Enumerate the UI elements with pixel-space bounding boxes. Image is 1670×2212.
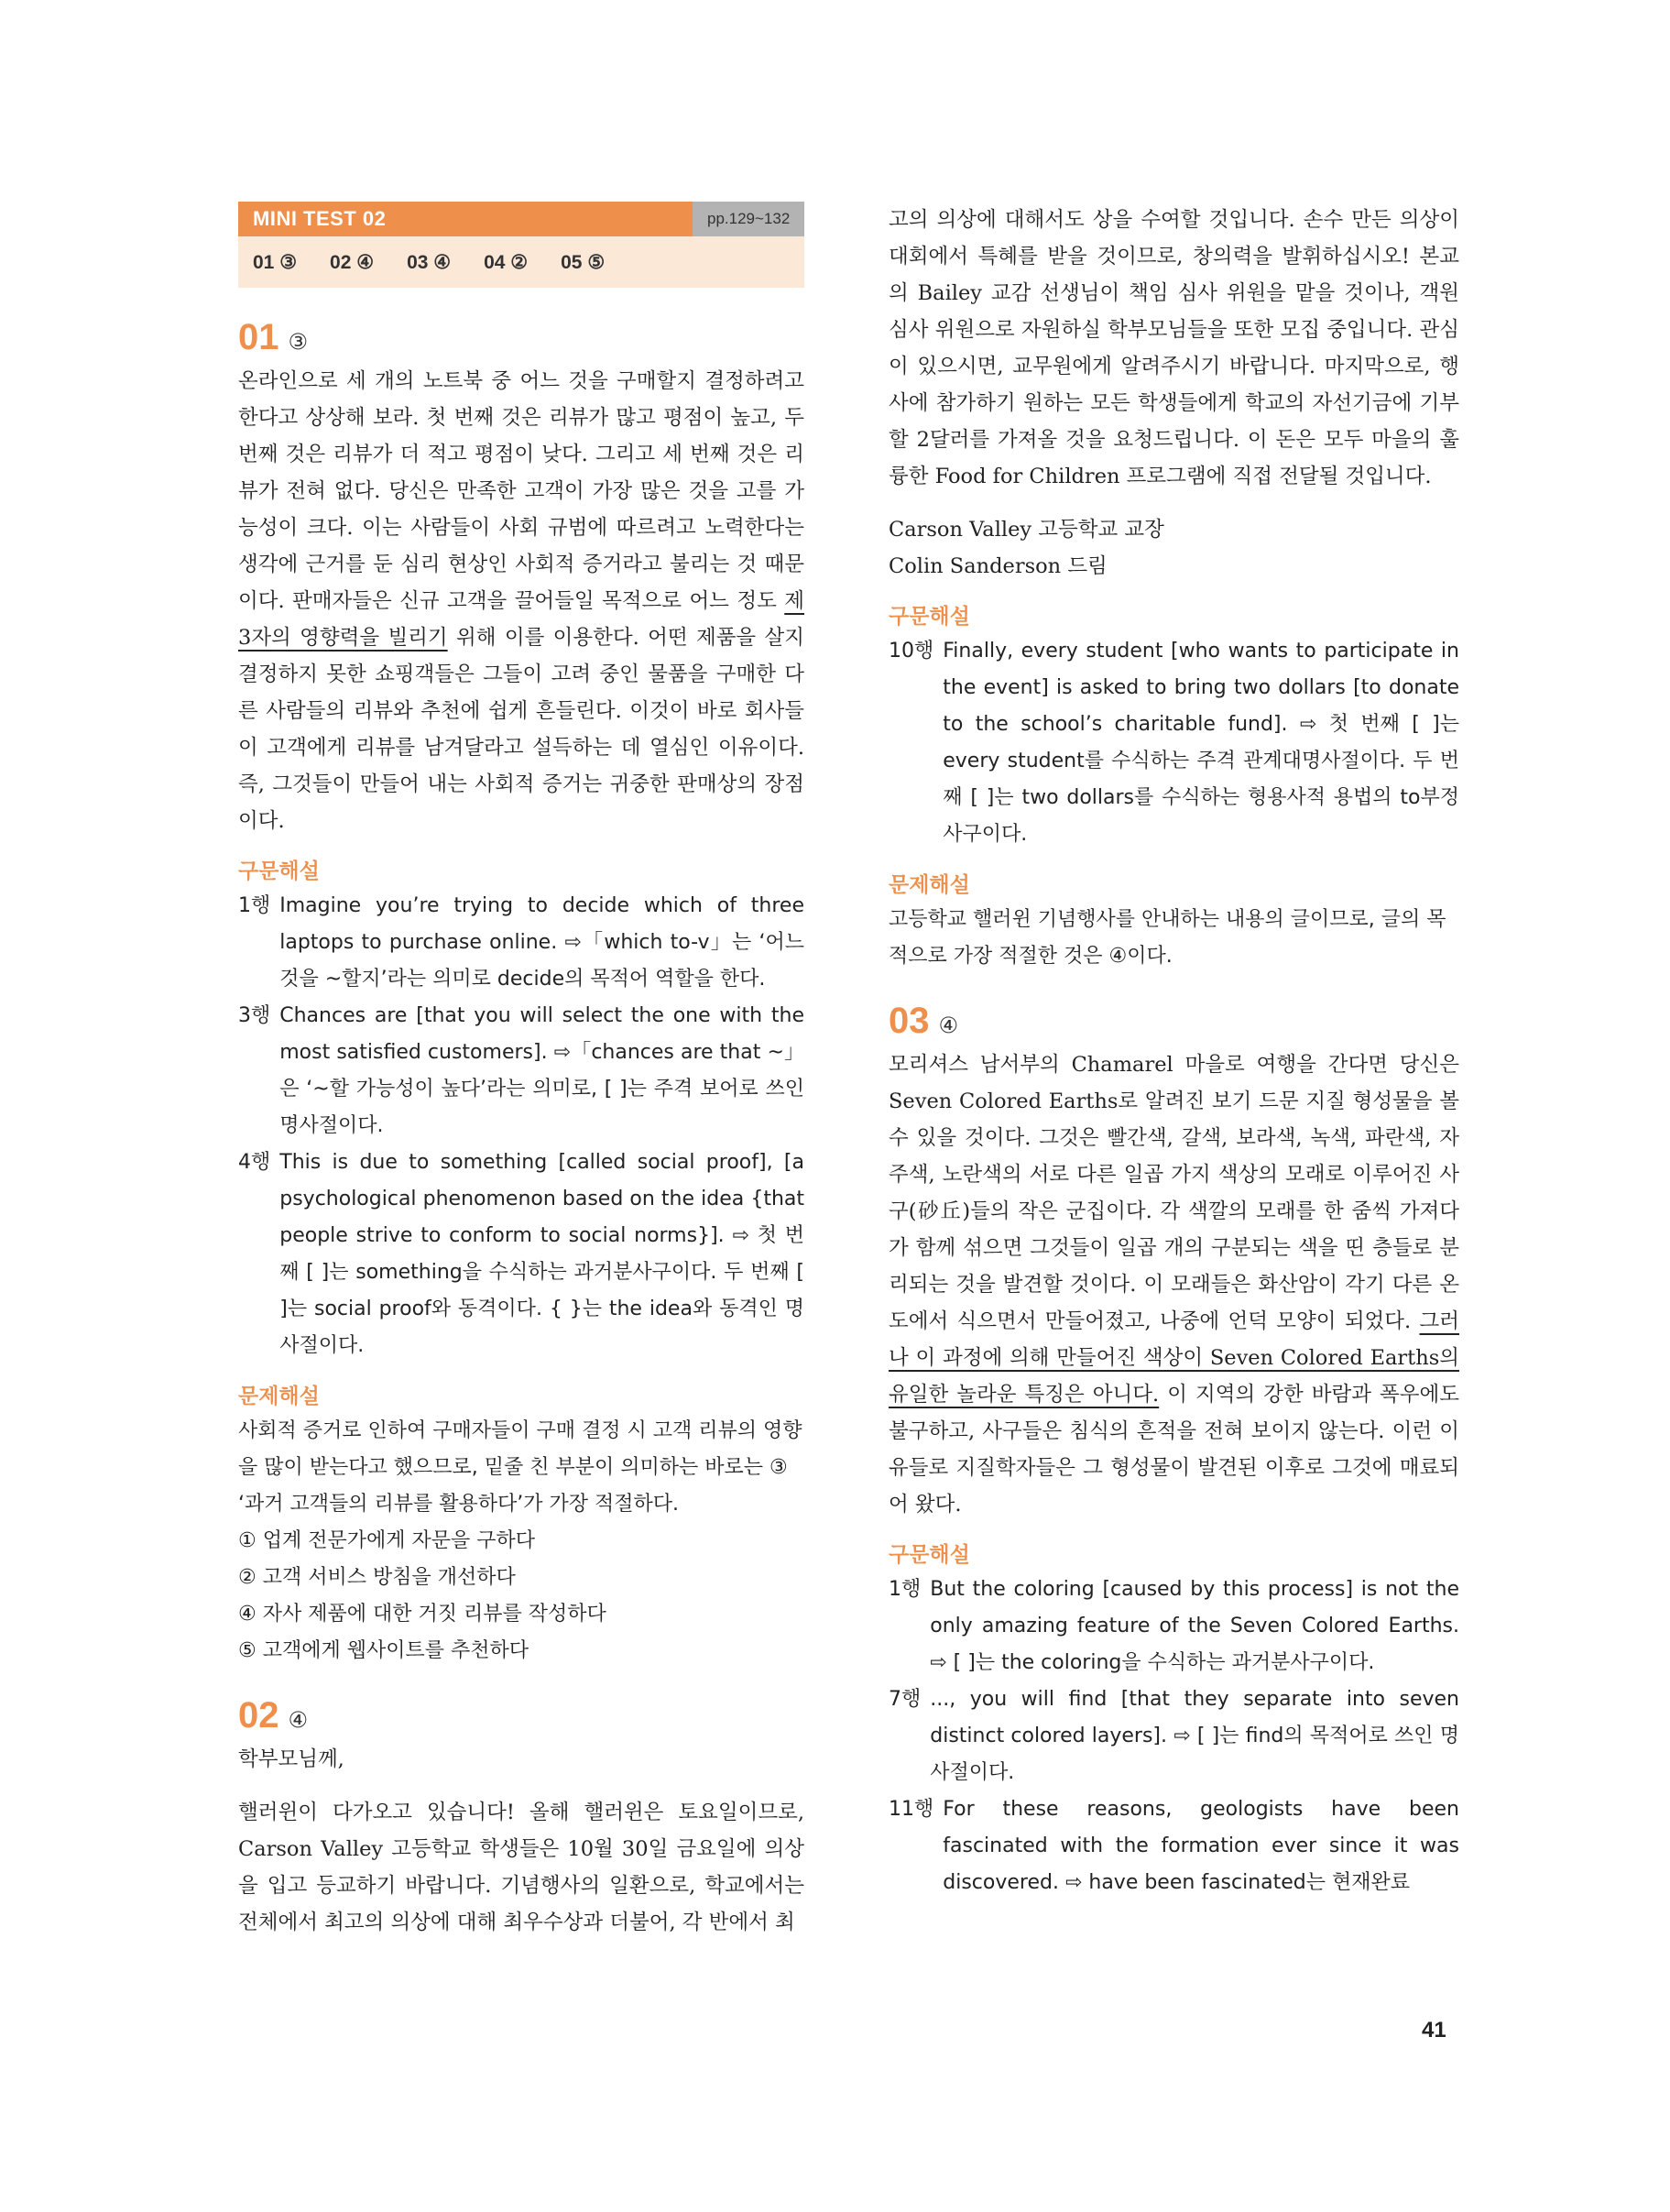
grammar-line-label: 1행 — [238, 894, 271, 917]
spacer — [889, 495, 1459, 511]
q01-underlined-phrase: 제3자의 영향력을 빌리기 — [238, 589, 804, 650]
mini-test-pages: pp.129~132 — [693, 202, 804, 236]
grammar-text: For these reasons, geologists have been fascinated with the formation ever since it was discovered. ⇨ have been fascinated는 현재완료 — [943, 1798, 1459, 1894]
q01-passage-text: 온라인으로 세 개의 노트북 중 어느 것을 구매할지 결정하려고 한다고 상상해 보라. 첫 번째 것은 리뷰가 많고 평점이 높고, 두 번째 것은 리뷰가 더 적고 평점이 낮다. 그리고 세 번째 것은 리뷰가 전혀 없다. 당신은 만족한 고객이 가장 많은 것을 고를 가능성이 크다. 이는 사람들이 사회 규범에 따르려고 노력한다는 생각에 근거를 둔 심리 현상인 사회적 증거라고 불리는 것 때문이다. 판매자들은 신규 고객을 끌어들일 목적으로 어느 정도 — [238, 369, 804, 613]
q01-grammar-item — [238, 1144, 804, 1364]
q02-heading — [238, 1697, 804, 1734]
q02-greeting: 학부모님께, — [238, 1747, 344, 1771]
q01-option: ① 업계 전문가에게 자문을 구하다 — [238, 1529, 535, 1552]
mini-test-title: MINI TEST 02 — [253, 207, 387, 230]
answer-item: 04 ② — [484, 251, 529, 273]
q01-grammar-item — [238, 888, 804, 998]
q02-number: 02 — [238, 1695, 279, 1736]
q03-grammar-heading: 구문해설 — [889, 1543, 970, 1567]
q03-number: 03 — [889, 1001, 930, 1041]
q01-option: ② 고객 서비스 방침을 개선하다 — [238, 1566, 516, 1589]
q01-passage — [238, 363, 804, 839]
answer-item: 02 ④ — [330, 251, 375, 273]
grammar-text: ..., you will find [that they separate into seven distinct colored layers]. ⇨ [ ]는 find의 목적어로 쓰인 명사절이다. — [930, 1688, 1459, 1784]
grammar-line-label: 4행 — [238, 1151, 271, 1174]
q01-answer: ③ — [288, 329, 309, 355]
grammar-text: Finally, every student [who wants to participate in the event] is asked to bring two dollars [to donate to the school’s charitable fund]. ⇨ 첫 번째 [ ]는 every student를 수식하는 주격 관계대명사절이다. 두 번째 [ ]는 two dollars를 수식하는 형용사적 용법의 to부정사구이다. — [943, 640, 1459, 846]
answer-item: 03 ④ — [407, 251, 452, 273]
q03-passage — [889, 1046, 1459, 1523]
q03-answer: ④ — [938, 1013, 959, 1038]
q03-grammar-item — [889, 1571, 1459, 1681]
q03-grammar-item — [889, 1791, 1459, 1901]
answer-item: 05 ⑤ — [561, 251, 606, 273]
q03-underlined-sentence: 그러나 이 과정에 의해 만들어진 색상이 Seven Colored Earths의 유일한 놀라운 특징은 아니다. — [889, 1309, 1459, 1407]
q02-signature-title: Carson Valley 고등학교 교장 — [889, 518, 1164, 542]
q02-grammar-item — [889, 633, 1459, 853]
q02-solution-heading: 문제해설 — [889, 873, 970, 897]
q03-passage-text-end: 이 지역의 강한 바람과 폭우에도 불구하고, 사구들은 침식의 흔적을 전혀 보이지 않는다. 이런 이유들로 지질학자들은 그 형성물이 발견된 이후로 그것에 매료되어 왔다. — [889, 1383, 1459, 1517]
q01-number: 01 — [238, 317, 279, 357]
mini-test-header — [238, 202, 804, 236]
q03-passage-text: 모리셔스 남서부의 Chamarel 마을로 여행을 간다면 당신은 Seven Colored Earths로 알려진 보기 드문 지질 형성물을 볼 수 있을 것이다. 그것은 빨간색, 갈색, 보라색, 녹색, 파란색, 자주색, 노란색의 서로 다른 일곱 가지 색상의 모래로 이루어진 사구(砂丘)들의 작은 군집이다. 각 색깔의 모래를 한 줌씩 가져다가 함께 섞으면 그것들이 일곱 개의 구분되는 색을 띤 층들로 분리되는 것을 발견할 것이다. 이 모래들은 화산암이 각기 다른 온도에서 식으면서 만들어졌고, 나중에 언덕 모양이 되었다. — [889, 1053, 1459, 1333]
q01-heading — [238, 319, 804, 356]
q01-option: ⑤ 고객에게 웹사이트를 추천하다 — [238, 1639, 529, 1662]
grammar-text: Imagine you’re trying to decide which of three laptops to purchase online. ⇨「which to-v」는 ‘어느 것을 ~할지’라는 의미로 decide의 목적어 역할을 한다. — [279, 894, 804, 991]
grammar-line-label: 10행 — [889, 640, 934, 663]
q02-answer: ④ — [288, 1707, 309, 1733]
grammar-text: But the coloring [caused by this process] is not the only amazing feature of the Seven Colored Earths. ⇨ [ ]는 the coloring을 수식하는 과거분사구이다. — [930, 1578, 1459, 1674]
grammar-line-label: 3행 — [238, 1004, 271, 1027]
grammar-line-label: 1행 — [889, 1578, 922, 1601]
right-column — [889, 202, 1459, 1901]
q02-passage-left: 핼러윈이 다가오고 있습니다! 올해 핼러윈은 토요일이므로, Carson Valley 고등학교 학생들은 10월 30일 금요일에 의상을 입고 등교하기 바랍니다. 기념행사의 일환으로, 학교에서는 전체에서 최고의 의상에 대해 최우수상과 더불어, 각 반에서 최 — [238, 1801, 804, 1934]
grammar-text: Chances are [that you will select the one with the most satisfied customers]. ⇨「chances are that ~」은 ‘~할 가능성이 높다’라는 의미로, [ ]는 주격 보어로 쓰인 명사절이다. — [279, 1004, 804, 1137]
q02-solution: 고등학교 핼러윈 기념행사를 안내하는 내용의 글이므로, 글의 목적으로 가장 적절한 것은 ④이다. — [889, 908, 1446, 968]
q02-grammar-heading: 구문해설 — [889, 605, 970, 629]
mini-test-box — [238, 202, 804, 288]
grammar-line-label: 11행 — [889, 1798, 934, 1821]
spacer — [238, 1778, 804, 1794]
left-column — [238, 202, 804, 1941]
page-number: 41 — [1422, 2018, 1446, 2042]
q01-passage-text-end: 위해 이를 이용한다. 어떤 제품을 살지 결정하지 못한 쇼핑객들은 그들이 고려 중인 물품을 구매한 다른 사람들의 리뷰와 추천에 쉽게 흔들린다. 이것이 바로 회사들이 고객에게 리뷰를 남겨달라고 설득하는 데 열심인 이유이다. 즉, 그것들이 만들어 내는 사회적 증거는 귀중한 판매상의 장점이다. — [238, 626, 804, 833]
q01-grammar-item — [238, 998, 804, 1144]
q02-signature-name: Colin Sanderson 드림 — [889, 554, 1108, 578]
q01-grammar-heading: 구문해설 — [238, 860, 320, 883]
q01-solution: 사회적 증거로 인하여 구매자들이 구매 결정 시 고객 리뷰의 영향을 많이 받는다고 했으므로, 밑줄 친 부분이 의미하는 바로는 ③ ‘과거 고객들의 리뷰를 활용하다’가 가장 적절하다. — [238, 1419, 802, 1516]
q03-grammar-item — [889, 1681, 1459, 1791]
q03-heading — [889, 1002, 1459, 1039]
answer-item: 01 ③ — [253, 251, 298, 273]
q02-passage-right: 고의 의상에 대해서도 상을 수여할 것입니다. 손수 만든 의상이 대회에서 특혜를 받을 것이므로, 창의력을 발휘하십시오! 본교의 Bailey 교감 선생님이 책임 심사 위원을 맡을 것이나, 객원 심사 위원으로 자원하실 학부모님들을 또한 모집 중입니다. 관심이 있으시면, 교무원에게 알려주시기 바랍니다. 마지막으로, 행사에 참가하기 원하는 모든 학생들에게 학교의 자선기금에 기부할 2달러를 가져올 것을 요청드립니다. 이 돈은 모두 마을의 훌륭한 Food for Children 프로그램에 직접 전달될 것입니다. — [889, 208, 1459, 488]
q01-option: ④ 자사 제품에 대한 거짓 리뷰를 작성하다 — [238, 1603, 606, 1626]
mini-test-answers — [238, 236, 804, 288]
grammar-line-label: 7행 — [889, 1688, 922, 1711]
grammar-text: This is due to something [called social proof], [a psychological phenomenon based on the idea {that people strive to conform to social norms}]. ⇨ 첫 번째 [ ]는 something을 수식하는 과거분사구이다. 두 번째 [ ]는 social proof와 동격이다. { }는 the idea와 동격인 명사절이다. — [279, 1151, 804, 1357]
q01-solution-heading: 문제해설 — [238, 1385, 320, 1408]
